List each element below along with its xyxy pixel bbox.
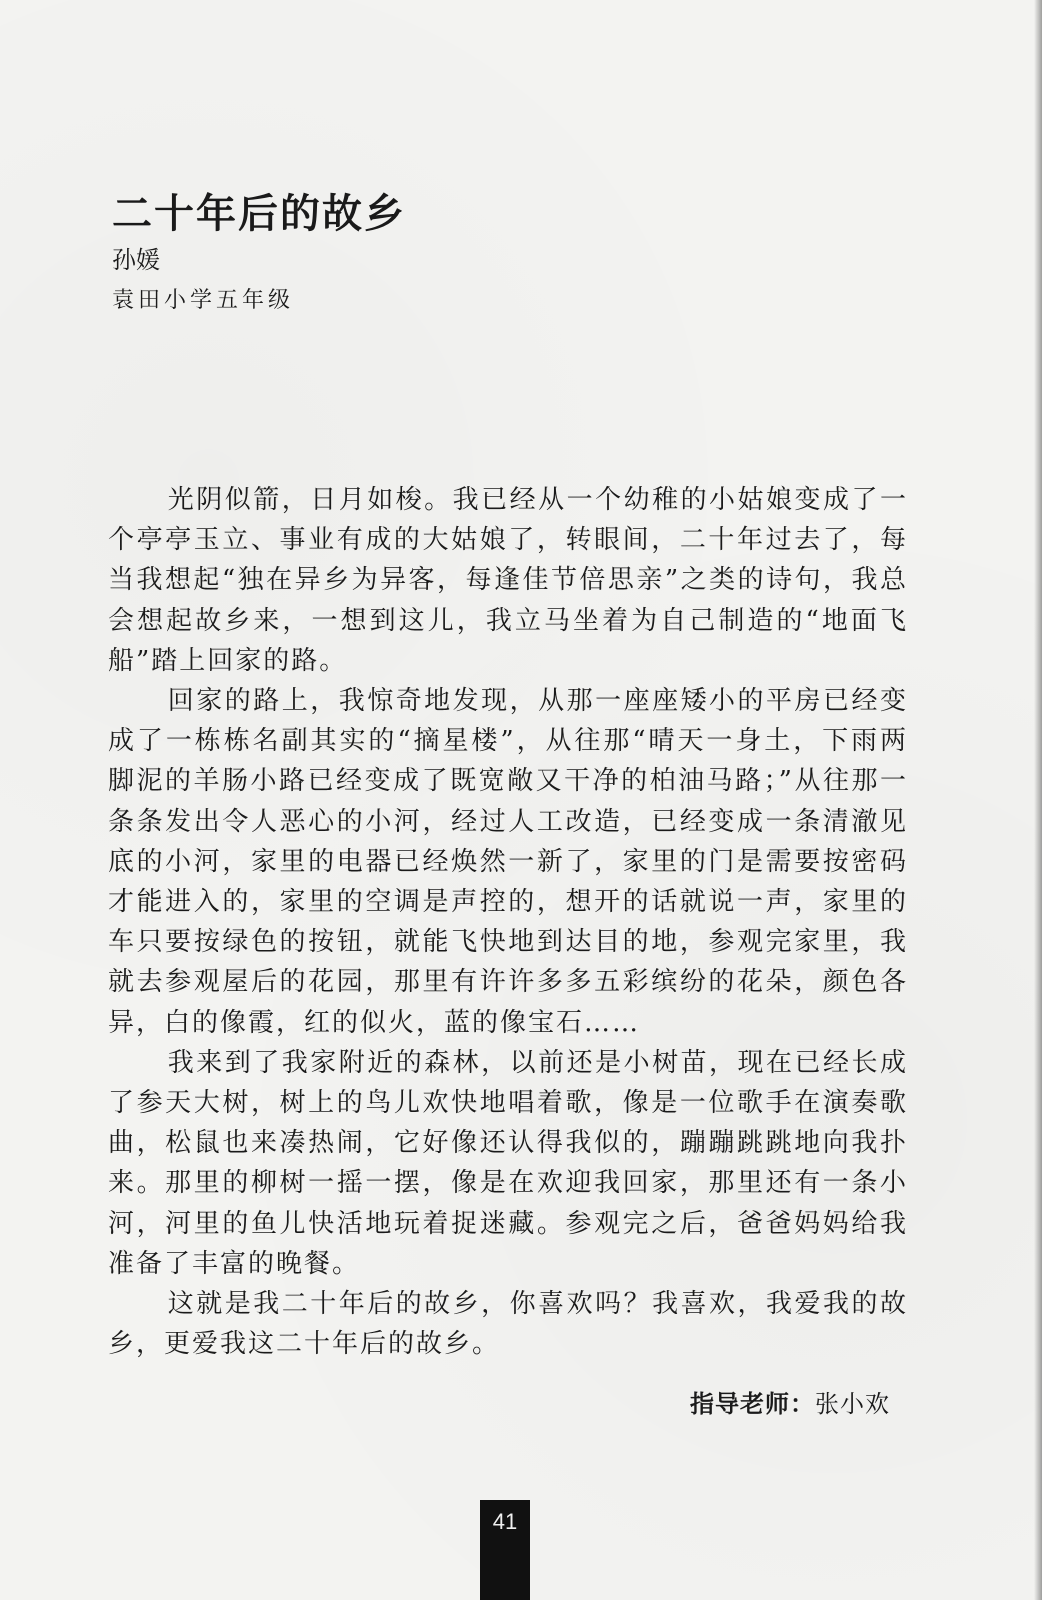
author-name: 孙媛 (112, 246, 160, 274)
article-title: 二十年后的故乡 (112, 191, 406, 237)
paragraph: 我来到了我家附近的森林，以前还是小树苗，现在已经长成了参天大树，树上的鸟儿欢快地唱着歌，像是一位歌手在演奏歌曲，松鼠也来凑热闹，它好像还认得我似的，蹦蹦跳跳地向我扑来。那里的柳树一摇一摆，像是在欢迎我回家，那里还有一条小河，河里的鱼儿快活地玩着捉迷藏。参观完之后，爸爸妈妈给我准备了丰富的晚餐。 (108, 1047, 908, 1279)
paragraph: 回家的路上，我惊奇地发现，从那一座座矮小的平房已经变成了一栋栋名副其实的“摘星楼”，从往那“晴天一身土，下雨两脚泥的羊肠小路已经变成了既宽敞又干净的柏油马路；”从往那一条条发出令人恶心的小河，经过人工改造，已经变成一条清澈见底的小河，家里的电器已经焕然一新了，家里的门是需要按密码才能进入的，家里的空调是声控的，想开的话就说一声，家里的车只要按绿色的按钮，就能飞快地到达目的地，参观完家里，我就去参观屋后的花园，那里有许许多多五彩缤纷的花朵，颜色各异，白的像霞，红的似火，蓝的像宝石…… (108, 686, 908, 1038)
paragraph: 光阴似箭，日月如梭。我已经从一个幼稚的小姑娘变成了一个亭亭玉立、事业有成的大姑娘了，转眼间，二十年过去了，每当我想起“独在异乡为异客，每逢佳节倍思亲”之类的诗句，我总会想起故乡来，一想到这儿，我立马坐着为自己制造的“地面飞船”踏上回家的路。 (108, 485, 908, 676)
teacher-credit (690, 1386, 890, 1422)
teacher-label: 指导老师： (690, 1390, 815, 1418)
page-edge-shadow (1034, 0, 1042, 1600)
paragraph: 这就是我二十年后的故乡，你喜欢吗？我喜欢，我爱我的故乡，更爱我这二十年后的故乡。 (108, 1289, 908, 1360)
teacher-name: 张小欢 (815, 1390, 890, 1418)
author-school: 袁田小学五年级 (112, 288, 295, 313)
article-body (108, 480, 908, 1364)
page-number: 41 (480, 1500, 530, 1600)
